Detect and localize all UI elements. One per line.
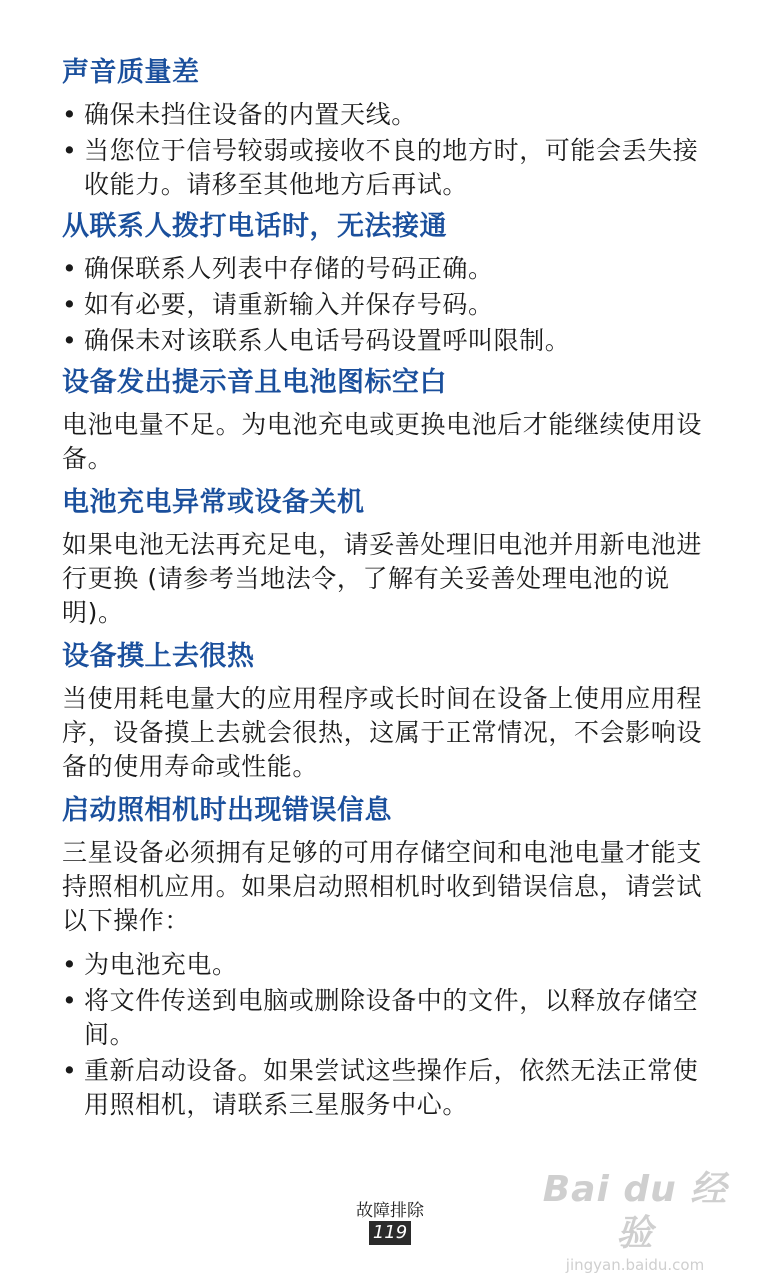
section-heading: 从联系人拨打电话时，无法接通 <box>62 211 447 242</box>
section-poor-sound-quality <box>62 56 712 202</box>
bullet-marker: • <box>62 100 78 129</box>
bullet-list <box>62 252 712 358</box>
page-number: 119 <box>369 1221 411 1245</box>
list-item: • 确保未挡住设备的内置天线。 <box>62 98 712 132</box>
footer-chapter-title: 故障排除 <box>356 1201 424 1221</box>
section-heading: 设备发出提示音且电池图标空白 <box>62 367 447 398</box>
section-camera-error <box>62 794 712 1122</box>
section-charging-abnormal <box>62 486 712 630</box>
bullet-list <box>62 948 712 1122</box>
bullet-marker: • <box>62 136 78 165</box>
bullet-marker: • <box>62 254 78 283</box>
bullet-marker: • <box>62 950 78 979</box>
section-paragraph: 如果电池无法再充足电，请妥善处理旧电池并用新电池进行更换 (请参考当地法令，了解有关妥善处理电池的说明)。 <box>62 530 703 627</box>
watermark-logo: Bai du 经验 <box>542 1169 728 1254</box>
list-item: • 如有必要，请重新输入并保存号码。 <box>62 288 712 322</box>
bullet-marker: • <box>62 986 78 1015</box>
section-heading: 声音质量差 <box>62 57 200 88</box>
baidu-jingyan-watermark <box>540 1168 730 1274</box>
list-item: • 为电池充电。 <box>62 948 712 982</box>
section-call-failed <box>62 210 712 358</box>
bullet-marker: • <box>62 1056 78 1085</box>
watermark-url: jingyan.baidu.com <box>565 1256 705 1274</box>
section-device-hot <box>62 640 712 784</box>
bullet-marker: • <box>62 326 78 355</box>
section-heading: 启动照相机时出现错误信息 <box>62 795 392 826</box>
section-heading: 设备摸上去很热 <box>62 641 255 672</box>
list-item: • 将文件传送到电脑或删除设备中的文件，以释放存储空间。 <box>62 986 699 1049</box>
bullet-list <box>62 98 712 202</box>
bullet-marker: • <box>62 290 78 319</box>
section-battery-icon-empty <box>62 366 712 476</box>
section-paragraph: 电池电量不足。为电池充电或更换电池后才能继续使用设备。 <box>62 410 703 473</box>
list-item: • 确保联系人列表中存储的号码正确。 <box>62 252 712 286</box>
list-item: • 重新启动设备。如果尝试这些操作后，依然无法正常使用照相机，请联系三星服务中心。 <box>62 1056 699 1119</box>
section-heading: 电池充电异常或设备关机 <box>62 487 365 518</box>
manual-content <box>62 48 712 1130</box>
list-item: • 确保未对该联系人电话号码设置呼叫限制。 <box>62 324 712 358</box>
section-paragraph: 当使用耗电量大的应用程序或长时间在设备上使用应用程序，设备摸上去就会很热，这属于正常情况，不会影响设备的使用寿命或性能。 <box>62 684 703 781</box>
list-item: • 当您位于信号较弱或接收不良的地方时，可能会丢失接收能力。请移至其他地方后再试。 <box>62 136 699 199</box>
section-paragraph: 三星设备必须拥有足够的可用存储空间和电池电量才能支持照相机应用。如果启动照相机时收到错误信息，请尝试以下操作： <box>62 838 703 935</box>
